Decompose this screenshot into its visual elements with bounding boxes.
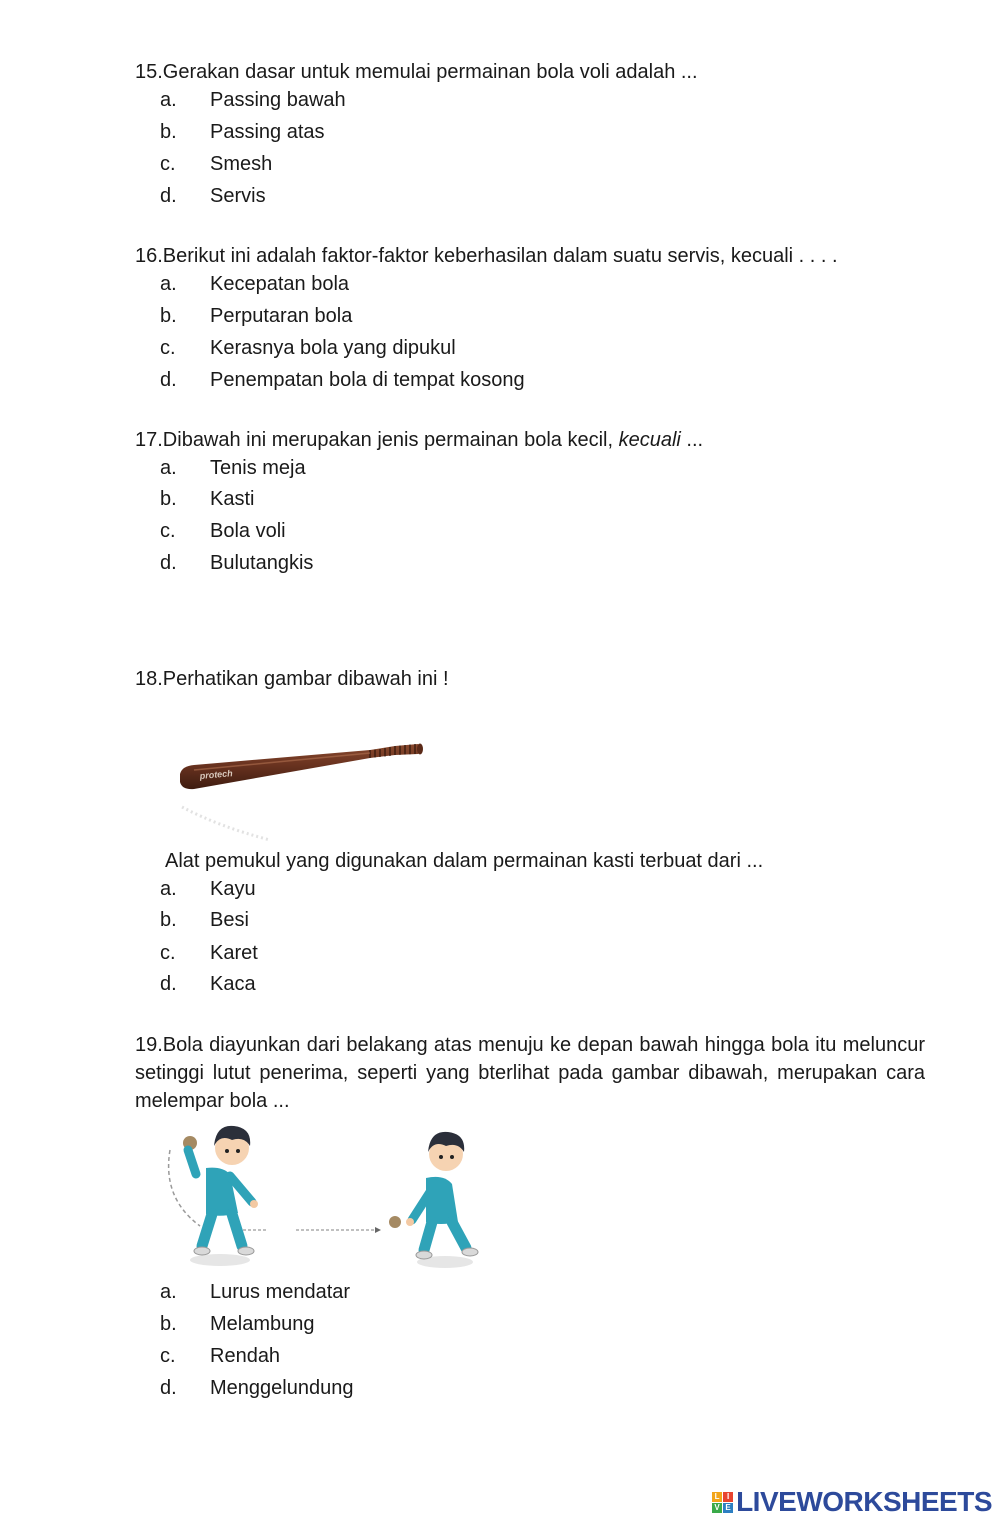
option-letter: d. [160,185,177,207]
option-letter: a. [160,89,177,111]
option-letter: b. [160,909,177,931]
underhand-throw-illustration [160,1118,490,1276]
option-text: Smesh [210,153,273,175]
option-text: Bulutangkis [210,552,314,574]
option-letter: a. [160,1281,177,1303]
liveworksheets-wordmark: LIVEWORKSHEETS [736,1486,992,1517]
question-17-title-prefix: 17.Dibawah ini merupakan jenis permainan bola kecil, [135,429,619,451]
question-17-title-italic: kecuali [618,429,681,451]
receiver-figure [389,1132,478,1268]
option-letter: d. [160,973,177,995]
option-letter: b. [160,1313,177,1335]
option-letter: c. [160,1345,176,1367]
kasti-bat-image [170,732,440,847]
bat-brand-label: protech [199,768,234,781]
question-18-subtext: Alat pemukul yang digunakan dalam permainan kasti terbuat dari ... [165,850,764,872]
logo-letter-v: V [712,1503,722,1513]
option-text: Penempatan bola di tempat kosong [210,369,525,391]
option-text: Besi [210,909,249,931]
question-18-title: 18.Perhatikan gambar dibawah ini ! [135,668,449,690]
option-text: Kaca [210,973,256,995]
option-text: Karet [210,942,258,964]
option-letter: c. [160,520,176,542]
liveworksheets-logo-icon [712,1492,733,1513]
option-text: Melambung [210,1313,315,1335]
option-letter: c. [160,153,176,175]
question-17-title [135,426,703,454]
option-text: Perputaran bola [210,305,353,327]
option-text: Passing bawah [210,89,346,111]
option-letter: b. [160,488,177,510]
question-19-title: 19.Bola diayunkan dari belakang atas menuju ke depan bawah hingga bola itu meluncur setinggi lutut penerima, seperti yang bterlihat pada gambar dibawah, merupakan cara melempar bola ... [135,1034,925,1112]
option-letter: a. [160,878,177,900]
option-text: Passing atas [210,121,325,143]
question-16-title: 16.Berikut ini adalah faktor-faktor keberhasilan dalam suatu servis, kecuali . . . . [135,245,838,267]
option-letter: d. [160,552,177,574]
option-text: Servis [210,185,266,207]
logo-letter-i: I [723,1492,733,1502]
option-text: Rendah [210,1345,281,1367]
option-letter: d. [160,369,177,391]
question-15-title: 15.Gerakan dasar untuk memulai permainan bola voli adalah ... [135,61,698,83]
question-17-title-suffix: ... [680,429,704,451]
option-letter: a. [160,273,177,295]
option-text: Menggelundung [210,1377,354,1399]
option-text: Bola voli [210,520,286,542]
option-text: Kerasnya bola yang dipukul [210,337,456,359]
option-text: Kayu [210,878,256,900]
option-letter: b. [160,121,177,143]
option-text: Tenis meja [210,457,306,479]
option-text: Lurus mendatar [210,1281,351,1303]
logo-letter-e: E [723,1503,733,1513]
option-text: Kasti [210,488,255,510]
thrower-figure [183,1126,258,1266]
option-letter: c. [160,942,176,964]
option-letter: b. [160,305,177,327]
logo-letter-l: L [712,1492,722,1502]
option-letter: a. [160,457,177,479]
option-text: Kecepatan bola [210,273,350,295]
liveworksheets-logo[interactable] [712,1486,992,1518]
option-letter: c. [160,337,176,359]
option-letter: d. [160,1377,177,1399]
